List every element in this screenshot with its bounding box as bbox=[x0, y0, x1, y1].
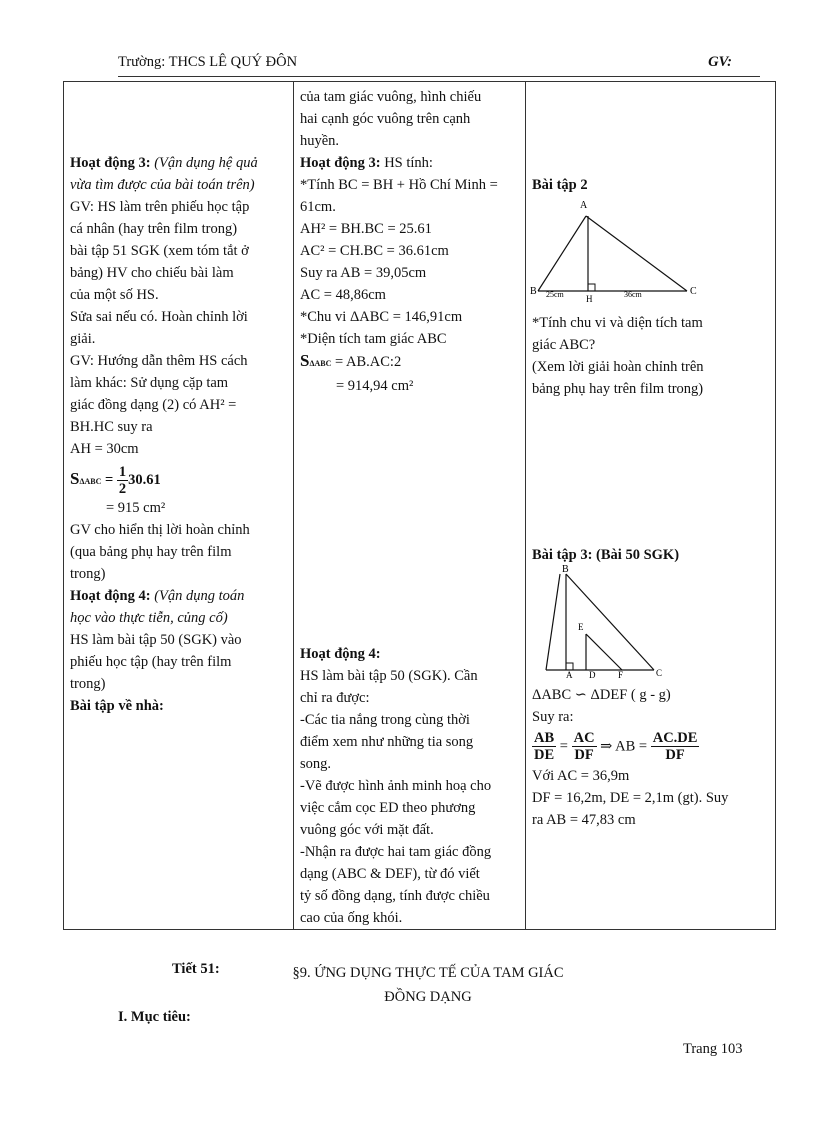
side-ab bbox=[538, 216, 586, 291]
text-line: Suy ra AB = 39,05cm bbox=[300, 265, 427, 281]
teacher-label: GV: bbox=[708, 54, 732, 70]
label-c: C bbox=[690, 286, 697, 297]
text-line: *Tính BC = BH + Hồ Chí Minh = bbox=[300, 177, 498, 193]
label-e: E bbox=[578, 622, 584, 632]
section-title-line-2: ĐỒNG DẠNG bbox=[384, 989, 472, 1005]
lesson-number: Tiết 51: bbox=[172, 961, 220, 977]
text-line: vuông góc với mặt đất. bbox=[300, 822, 434, 838]
equals-sign: = bbox=[105, 471, 114, 488]
hd4-title: Hoạt động 4: bbox=[70, 588, 151, 604]
half-fraction bbox=[117, 464, 128, 497]
ratio-result bbox=[651, 730, 700, 763]
text-line: GV: HS làm trên phiếu học tập bbox=[70, 199, 250, 215]
ratio-ab-de bbox=[532, 730, 556, 763]
hd3-title-2: Hoạt động 3: bbox=[300, 155, 381, 171]
bt3-title: Bài tập 3: (Bài 50 SGK) bbox=[532, 547, 680, 563]
text-line: điểm xem như những tia song bbox=[300, 734, 474, 750]
text-line: chỉ ra được: bbox=[300, 690, 370, 706]
hd3-rest: HS tính: bbox=[380, 155, 433, 171]
hd3-note: (Vận dụng hệ quả bbox=[154, 155, 258, 171]
text-line: giác ABC? bbox=[532, 337, 596, 353]
num-acde: AC.DE bbox=[652, 730, 698, 746]
text-line: Với AC = 36,9m bbox=[532, 768, 630, 784]
text-line: -Vẽ được hình ảnh minh hoạ cho bbox=[300, 778, 492, 794]
ratio-formula: $\frac{AB}{DE}$ = $\frac{AC}{DF}$ ⇒ AB = $\frac{AC.DE}{DF}$ bbox=[534, 730, 698, 763]
text-line: cao của ống khói. bbox=[300, 910, 403, 926]
s-symbol-2: S bbox=[300, 351, 310, 370]
hd3-title: Hoạt động 3: bbox=[70, 155, 151, 171]
fraction-numerator: 1 bbox=[118, 464, 127, 480]
text-line: trong) bbox=[70, 676, 106, 692]
s-subscript: ΔABC bbox=[79, 476, 102, 486]
text-line: phiếu học tập (hay trên film bbox=[70, 654, 232, 670]
text-line: -Nhận ra được hai tam giác đồng bbox=[300, 844, 492, 860]
triangle-figure-1 bbox=[532, 196, 712, 306]
teacher-activity-column bbox=[64, 82, 294, 930]
label-b2: B bbox=[562, 564, 569, 575]
label-c2: C bbox=[656, 668, 663, 678]
ratio-ac-df bbox=[572, 730, 597, 763]
section-title bbox=[258, 961, 598, 1009]
col1-lines bbox=[70, 196, 287, 460]
text-line: (qua bảng phụ hay trên film bbox=[70, 544, 232, 560]
text-line: AC = 48,86cm bbox=[300, 287, 386, 303]
text-line: *Tính chu vi và diện tích tam bbox=[532, 315, 703, 331]
text-line: DF = 16,2m, DE = 2,1m (gt). Suy bbox=[532, 790, 729, 806]
text-line: huyền. bbox=[300, 133, 340, 149]
label-bh: 25cm bbox=[546, 290, 564, 299]
implies-ab: ⇒ AB = bbox=[600, 738, 648, 755]
label-a: A bbox=[580, 200, 588, 211]
lesson-table bbox=[63, 81, 776, 930]
similarity-statement: ΔABC ∽ ΔDEF ( g - g) bbox=[532, 687, 671, 703]
bt3-lines bbox=[532, 765, 769, 831]
area-formula-2 bbox=[300, 350, 519, 375]
text-line: tỷ số đồng dạng, tính được chiều bbox=[300, 888, 490, 904]
text-line: giác đồng dạng (2) có AH² = bbox=[70, 397, 237, 413]
side-ac bbox=[586, 216, 687, 291]
den-df2: DF bbox=[665, 747, 685, 763]
text-line: song. bbox=[300, 756, 332, 772]
text-line: bảng phụ hay trên film trong) bbox=[532, 381, 704, 397]
text-line: hai cạnh góc vuông trên cạnh bbox=[300, 111, 471, 127]
triangle-figure-2 bbox=[532, 566, 712, 678]
num-ac: AC bbox=[573, 730, 595, 746]
text-line: *Chu vi ΔABC = 146,91cm bbox=[300, 309, 463, 325]
label-f: F bbox=[618, 670, 624, 680]
fraction-multiplier: 30.61 bbox=[128, 471, 161, 488]
s-subscript-2: ΔABC bbox=[309, 359, 332, 368]
hd4-title-2: Hoạt động 4: bbox=[300, 646, 381, 662]
student-activity-column bbox=[294, 82, 526, 930]
num-ab: AB bbox=[534, 730, 555, 746]
text-line: trong) bbox=[70, 566, 106, 582]
text-line: AH = 30cm bbox=[70, 441, 139, 457]
area-result-1: = 915 cm² bbox=[106, 500, 166, 516]
objectives-heading: I. Mục tiêu: bbox=[118, 1009, 191, 1025]
suy-ra: Suy ra: bbox=[532, 709, 574, 725]
text-line: dạng (ABC & DEF), từ đó viết bbox=[300, 866, 480, 882]
hd4-note-2: học vào thực tiễn, củng cố) bbox=[70, 610, 228, 626]
area-formula-1 bbox=[70, 464, 287, 497]
col1-lines2 bbox=[70, 519, 287, 585]
text-line: GV cho hiển thị lời hoàn chỉnh bbox=[70, 522, 250, 538]
text-line: cá nhân (hay trên film trong) bbox=[70, 221, 238, 237]
homework-label: Bài tập về nhà: bbox=[70, 698, 164, 714]
den-df: DF bbox=[574, 747, 594, 763]
bt2-lines bbox=[532, 312, 769, 400]
text-line: Sửa sai nếu có. Hoàn chỉnh lời bbox=[70, 309, 248, 325]
text-line: HS làm bài tập 50 (SGK) vào bbox=[70, 632, 242, 648]
col2-hd4-lines bbox=[300, 665, 519, 929]
label-hc: 36cm bbox=[624, 290, 642, 299]
school-name: Trường: THCS LÊ QUÝ ĐÔN bbox=[118, 54, 298, 70]
text-line: 61cm. bbox=[300, 199, 336, 215]
text-line: AH² = BH.BC = 25.61 bbox=[300, 221, 432, 237]
text-line: bài tập 51 SGK (xem tóm tắt ở bbox=[70, 243, 249, 259]
text-line: làm khác: Sử dụng cặp tam bbox=[70, 375, 229, 391]
page-header bbox=[118, 54, 760, 77]
s-symbol: S bbox=[70, 468, 80, 488]
page-number: Trang 103 bbox=[683, 1041, 743, 1057]
board-column bbox=[526, 82, 776, 930]
fraction-denominator: 2 bbox=[118, 481, 127, 497]
text-line: (Xem lời giải hoàn chỉnh trên bbox=[532, 359, 704, 375]
text-line: *Diện tích tam giác ABC bbox=[300, 331, 447, 347]
text-line: giải. bbox=[70, 331, 96, 347]
s-formula: = AB.AC:2 bbox=[331, 354, 402, 370]
label-h: H bbox=[586, 294, 593, 304]
label-a2: A bbox=[566, 670, 573, 680]
col2-top-lines bbox=[300, 86, 519, 152]
right-angle-a bbox=[566, 663, 573, 670]
label-d: D bbox=[589, 670, 596, 680]
hd3-note-2: vừa tìm được của bài toán trên) bbox=[70, 177, 255, 193]
hd4-note: (Vận dụng toán bbox=[154, 588, 245, 604]
col1-lines3 bbox=[70, 629, 287, 695]
text-line: bảng) HV cho chiếu bài làm bbox=[70, 265, 234, 281]
text-line: ra AB = 47,83 cm bbox=[532, 812, 636, 828]
text-line: GV: Hướng dẫn thêm HS cách bbox=[70, 353, 248, 369]
col2-lines bbox=[300, 174, 519, 350]
bt2-title: Bài tập 2 bbox=[532, 177, 588, 193]
text-line: AC² = CH.BC = 36.61cm bbox=[300, 243, 449, 259]
text-line: của tam giác vuông, hình chiếu bbox=[300, 89, 482, 105]
area-result-2: = 914,94 cm² bbox=[336, 378, 414, 394]
text-line: BH.HC suy ra bbox=[70, 419, 153, 435]
den-de: DE bbox=[534, 747, 555, 763]
sun-ray-2 bbox=[586, 634, 622, 670]
chimney-side bbox=[546, 574, 560, 670]
text-line: việc cắm cọc ED theo phương bbox=[300, 800, 476, 816]
text-line: của một số HS. bbox=[70, 287, 159, 303]
text-line: HS làm bài tập 50 (SGK). Cần bbox=[300, 668, 478, 684]
label-b: B bbox=[530, 286, 537, 297]
text-line: -Các tia nắng trong cùng thời bbox=[300, 712, 470, 728]
right-angle-mark bbox=[588, 284, 595, 291]
section-title-line-1: §9. ỨNG DỤNG THỰC TẾ CỦA TAM GIÁC bbox=[292, 965, 564, 981]
